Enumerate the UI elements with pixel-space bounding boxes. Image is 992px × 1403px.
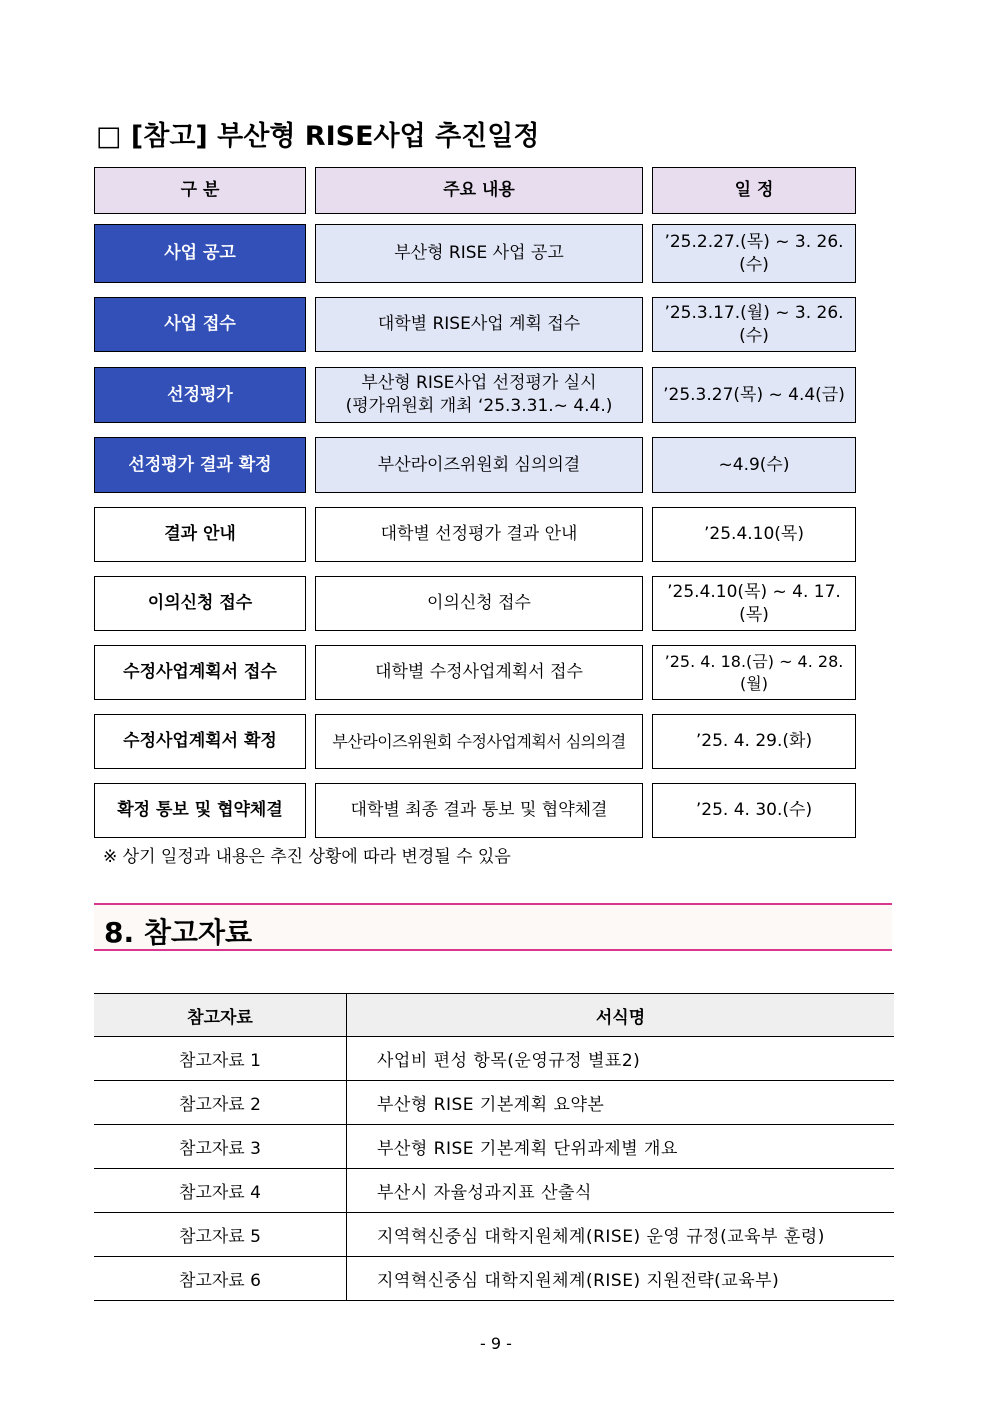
- schedule-category: 사업 공고: [94, 224, 306, 283]
- reference-id: 참고자료 2: [94, 1081, 347, 1125]
- schedule-category: 확정 통보 및 협약체결: [94, 783, 306, 838]
- schedule-content-line: 부산형 RISE사업 선정평가 실시: [361, 373, 597, 394]
- schedule-note: ※ 상기 일정과 내용은 추진 상황에 따라 변경될 수 있음: [103, 847, 511, 867]
- references-table-header: [94, 994, 894, 1037]
- schedule-content: 대학별 RISE사업 계획 접수: [315, 297, 643, 352]
- reference-name: 부산시 자율성과지표 산출식: [347, 1169, 895, 1213]
- reference-id: 참고자료 1: [94, 1037, 347, 1081]
- schedule-date: ’25.2.27.(목) ~ 3. 26.(수): [652, 224, 856, 283]
- reference-name: 지역혁신중심 대학지원체계(RISE) 운영 규정(교육부 훈령): [347, 1213, 895, 1257]
- reference-name: 부산형 RISE 기본계획 단위과제별 개요: [347, 1125, 895, 1169]
- schedule-date: ’25.3.17.(월) ~ 3. 26.(수): [652, 297, 856, 352]
- schedule-date: ~4.9(수): [652, 437, 856, 493]
- reference-name: 부산형 RISE 기본계획 요약본: [347, 1081, 895, 1125]
- schedule-content: 부산라이즈위원회 수정사업계획서 심의의결: [315, 714, 643, 769]
- schedule-category: 결과 안내: [94, 507, 306, 562]
- schedule-header-content: 주요 내용: [315, 167, 643, 214]
- schedule-category: 이의신청 접수: [94, 576, 306, 631]
- schedule-date: ’25.3.27(목) ~ 4.4(금): [652, 367, 856, 423]
- schedule-content: 대학별 선정평가 결과 안내: [315, 507, 643, 562]
- schedule-category: 선정평가: [94, 367, 306, 423]
- schedule-content: 부산형 RISE 사업 공고: [315, 224, 643, 283]
- table-row: [94, 1213, 894, 1257]
- schedule-category: 수정사업계획서 접수: [94, 645, 306, 700]
- references-table: [94, 993, 894, 1301]
- schedule-content: 부산라이즈위원회 심의의결: [315, 437, 643, 493]
- schedule-content: [315, 367, 643, 423]
- schedule-content-line: (평가위원회 개최 ‘25.3.31.~ 4.4.): [345, 396, 613, 416]
- schedule-content: 대학별 최종 결과 통보 및 협약체결: [315, 783, 643, 838]
- reference-id: 참고자료 3: [94, 1125, 347, 1169]
- reference-id: 참고자료 4: [94, 1169, 347, 1213]
- table-row: [94, 1257, 894, 1301]
- schedule-date: ’25. 4. 29.(화): [652, 714, 856, 769]
- reference-id: 참고자료 6: [94, 1257, 347, 1301]
- schedule-header-date: 일 정: [652, 167, 856, 214]
- reference-id: 참고자료 5: [94, 1213, 347, 1257]
- schedule-category: 선정평가 결과 확정: [94, 437, 306, 493]
- table-row: [94, 1125, 894, 1169]
- schedule-category: 수정사업계획서 확정: [94, 714, 306, 769]
- schedule-content: 대학별 수정사업계획서 접수: [315, 645, 643, 700]
- references-heading: 8. 참고자료: [104, 916, 253, 949]
- schedule-date: ’25. 4. 18.(금) ~ 4. 28.(월): [652, 645, 856, 700]
- schedule-date: ’25. 4. 30.(수): [652, 783, 856, 838]
- schedule-content: 이의신청 접수: [315, 576, 643, 631]
- section-title: □ [참고] 부산형 RISE사업 추진일정: [96, 121, 540, 152]
- table-row: [94, 1081, 894, 1125]
- schedule-category: 사업 접수: [94, 297, 306, 352]
- page-number: - 9 -: [480, 1334, 512, 1353]
- references-heading-bar: [94, 903, 892, 951]
- reference-name: 사업비 편성 항목(운영규정 별표2): [347, 1037, 895, 1081]
- table-row: [94, 1037, 894, 1081]
- references-header-id: 참고자료: [94, 994, 347, 1037]
- schedule-header-category: 구 분: [94, 167, 306, 214]
- schedule-date: ’25.4.10(목) ~ 4. 17.(목): [652, 576, 856, 631]
- reference-name: 지역혁신중심 대학지원체계(RISE) 지원전략(교육부): [347, 1257, 895, 1301]
- schedule-date: ’25.4.10(목): [652, 507, 856, 562]
- table-row: [94, 1169, 894, 1213]
- references-header-name: 서식명: [347, 994, 895, 1037]
